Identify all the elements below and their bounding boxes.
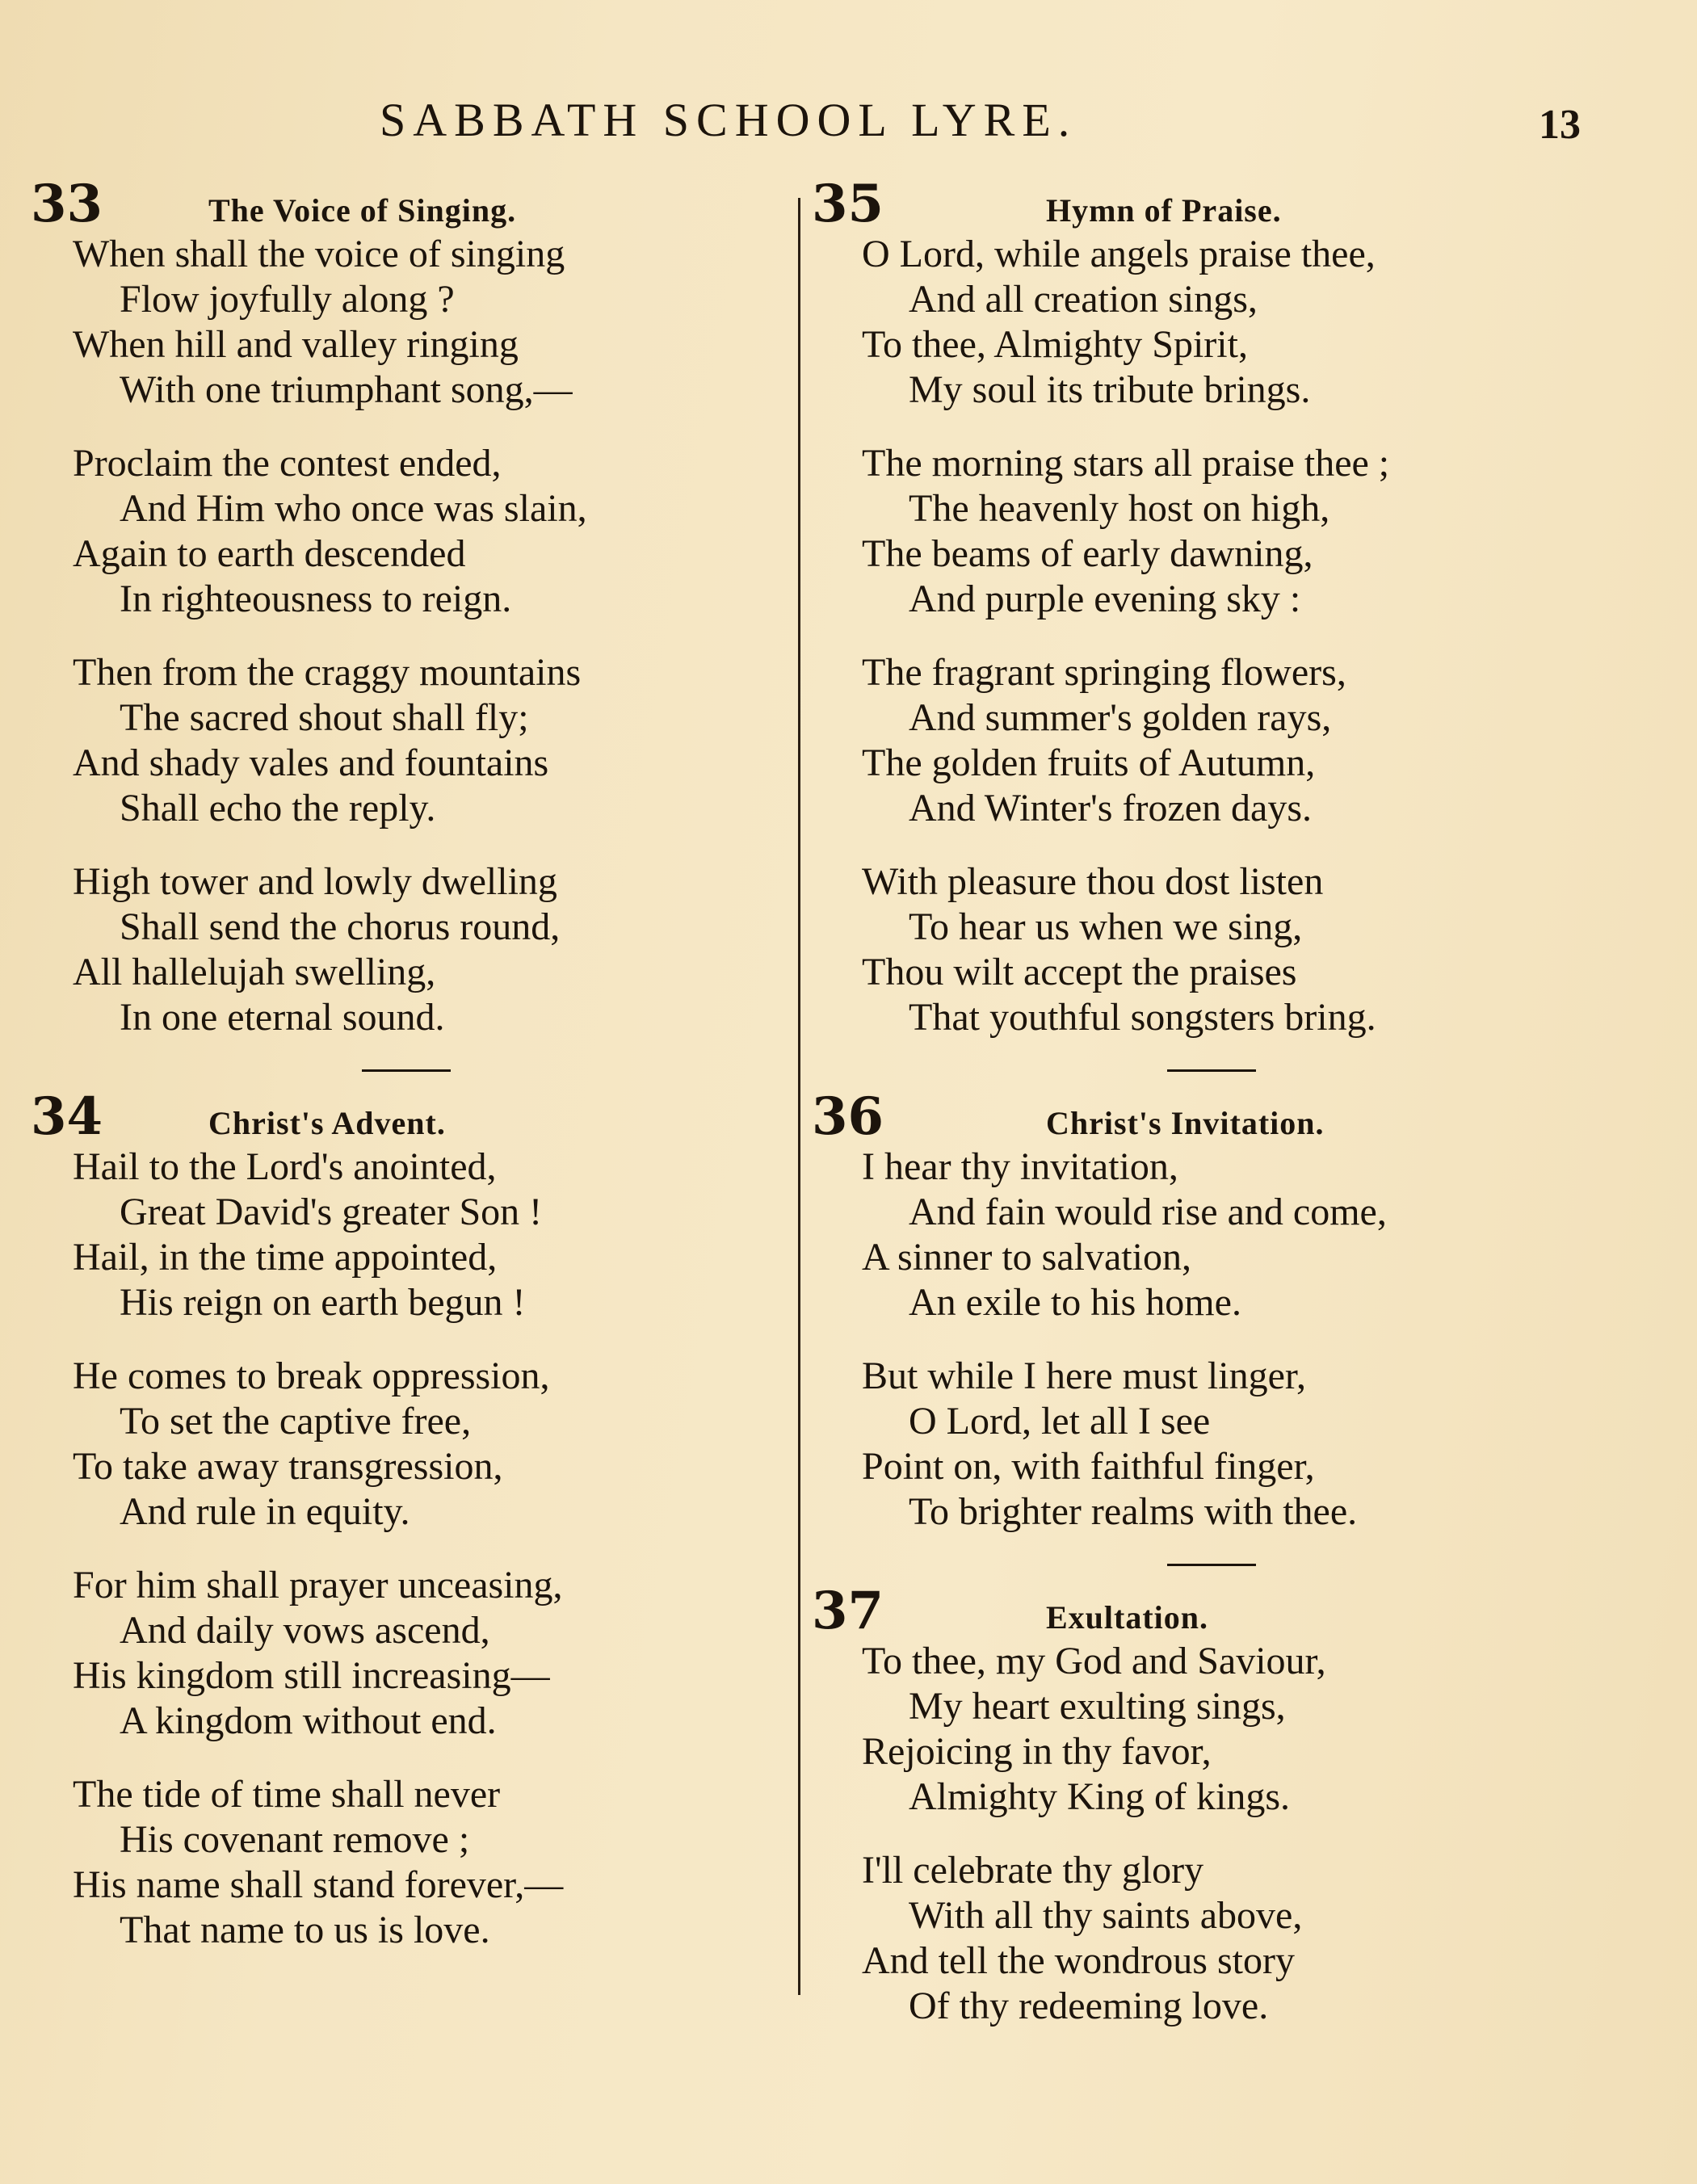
verse-line: The fragrant springing flowers, [862,651,1346,694]
hymn-heading [812,1581,1668,1641]
verse-line: His kingdom still increasing— [73,1654,550,1697]
hymn-number: 35 [812,174,884,234]
hymn-title: Hymn of Praise. [1046,192,1282,229]
hymn-heading [31,174,790,234]
verse-line: O Lord, while angels praise thee, [862,233,1376,275]
stanza [31,650,790,831]
verse-line: But while I here must linger, [862,1354,1306,1397]
verse-line: To hear us when we sing, [909,905,1303,948]
verse-line: The morning stars all praise thee ; [862,442,1390,485]
verse-line: The golden fruits of Autumn, [862,741,1316,784]
stanza [31,1354,790,1535]
hymn-title: Christ's Advent. [208,1105,446,1141]
verse-line: Again to earth descended [73,532,466,575]
left-column [31,174,790,1982]
verse-line: His name shall stand forever,— [73,1863,564,1906]
verse-line: He comes to break oppression, [73,1354,550,1397]
hymn-title: Exultation. [1046,1599,1209,1636]
stanza [812,441,1668,622]
verse-line: To take away transgression, [73,1445,503,1488]
verse-line: My heart exulting sings, [909,1685,1286,1728]
verse-line: That youthful songsters bring. [909,996,1376,1039]
hymn-heading [31,1086,790,1147]
verse-line: His reign on earth begun ! [120,1281,526,1324]
verse-line: To brighter realms with thee. [909,1490,1358,1533]
verse-line: When shall the voice of singing [73,233,565,275]
verse-line: To set the captive free, [120,1400,472,1443]
verse-line: Hail, in the time appointed, [73,1236,498,1279]
page-number: 13 [1539,102,1581,148]
right-column [812,174,1668,2058]
verse-line: When hill and valley ringing [73,323,519,366]
verse-line: The tide of time shall never [73,1773,501,1816]
verse-line: Of thy redeeming love. [909,1984,1269,2027]
verse-line: Shall send the chorus round, [120,905,561,948]
hymn-title: Christ's Invitation. [1046,1105,1325,1141]
verse-line: Flow joyfully along ? [120,278,455,321]
verse-line: My soul its tribute brings. [909,368,1311,411]
verse-line: And fain would rise and come, [909,1191,1387,1233]
stanza [31,232,790,413]
stanza [812,650,1668,831]
verse-line: The heavenly host on high, [909,487,1330,530]
verse-line: With one triumphant song,— [120,368,573,411]
hymn-37 [812,1581,1668,2029]
stanza [31,1144,790,1325]
verse-line: Proclaim the contest ended, [73,442,502,485]
stanza [812,1144,1668,1325]
stanza [31,859,790,1040]
hymn-33 [31,174,790,1040]
verse-line: With all thy saints above, [909,1894,1303,1937]
hymn-title: The Voice of Singing. [208,192,517,229]
verse-line: Hail to the Lord's anointed, [73,1145,497,1188]
verse-line: And purple evening sky : [909,578,1301,620]
verse-line: And daily vows ascend, [120,1609,490,1652]
verse-line: The sacred shout shall fly; [120,696,529,739]
verse-line: The beams of early dawning, [862,532,1313,575]
running-title: SABBATH SCHOOL LYRE. [380,94,1077,146]
hymn-number: 33 [31,174,103,234]
stanza [31,1772,790,1953]
verse-line: Almighty King of kings. [909,1775,1291,1818]
stanza [812,859,1668,1040]
verse-line: Thou wilt accept the praises [862,951,1297,993]
hymn-number: 37 [812,1581,884,1641]
verse-line: Rejoicing in thy favor, [862,1730,1212,1773]
verse-line: With pleasure thou dost listen [862,860,1324,903]
hymn-separator-rule [362,1069,451,1072]
hymn-separator-rule [1167,1564,1256,1566]
verse-line: And shady vales and fountains [73,741,549,784]
hymn-separator-rule [1167,1069,1256,1072]
verse-line: And tell the wondrous story [862,1939,1295,1982]
verse-line: His covenant remove ; [120,1818,470,1861]
hymn-number: 36 [812,1086,884,1147]
verse-line: Point on, with faithful finger, [862,1445,1315,1488]
stanza [812,232,1668,413]
verse-line: And all creation sings, [909,278,1258,321]
verse-line: Then from the craggy mountains [73,651,582,694]
verse-line: And Him who once was slain, [120,487,587,530]
verse-line: A sinner to salvation, [862,1236,1191,1279]
verse-line: Shall echo the reply. [120,787,436,830]
verse-line: I'll celebrate thy glory [862,1849,1204,1892]
verse-line: All hallelujah swelling, [73,951,436,993]
verse-line: In one eternal sound. [120,996,445,1039]
hymn-heading [812,1086,1668,1147]
stanza [31,441,790,622]
verse-line: High tower and lowly dwelling [73,860,557,903]
verse-line: To thee, my God and Saviour, [862,1640,1326,1682]
verse-line: And rule in equity. [120,1490,410,1533]
verse-line: O Lord, let all I see [909,1400,1211,1443]
verse-line: And summer's golden rays, [909,696,1332,739]
hymn-number: 34 [31,1086,103,1147]
hymn-36 [812,1086,1668,1535]
verse-line: To thee, Almighty Spirit, [862,323,1248,366]
verse-line: For him shall prayer unceasing, [73,1564,563,1606]
verse-line: That name to us is love. [120,1909,490,1951]
verse-line: An exile to his home. [909,1281,1241,1324]
verse-line: A kingdom without end. [120,1699,497,1742]
stanza [31,1563,790,1744]
verse-line: I hear thy invitation, [862,1145,1178,1188]
stanza [812,1354,1668,1535]
hymn-35 [812,174,1668,1040]
column-divider [798,198,800,1995]
stanza [812,1639,1668,1820]
verse-line: And Winter's frozen days. [909,787,1313,830]
verse-line: In righteousness to reign. [120,578,512,620]
hymn-heading [812,174,1668,234]
hymn-34 [31,1086,790,1953]
verse-line: Great David's greater Son ! [120,1191,543,1233]
stanza [812,1848,1668,2029]
